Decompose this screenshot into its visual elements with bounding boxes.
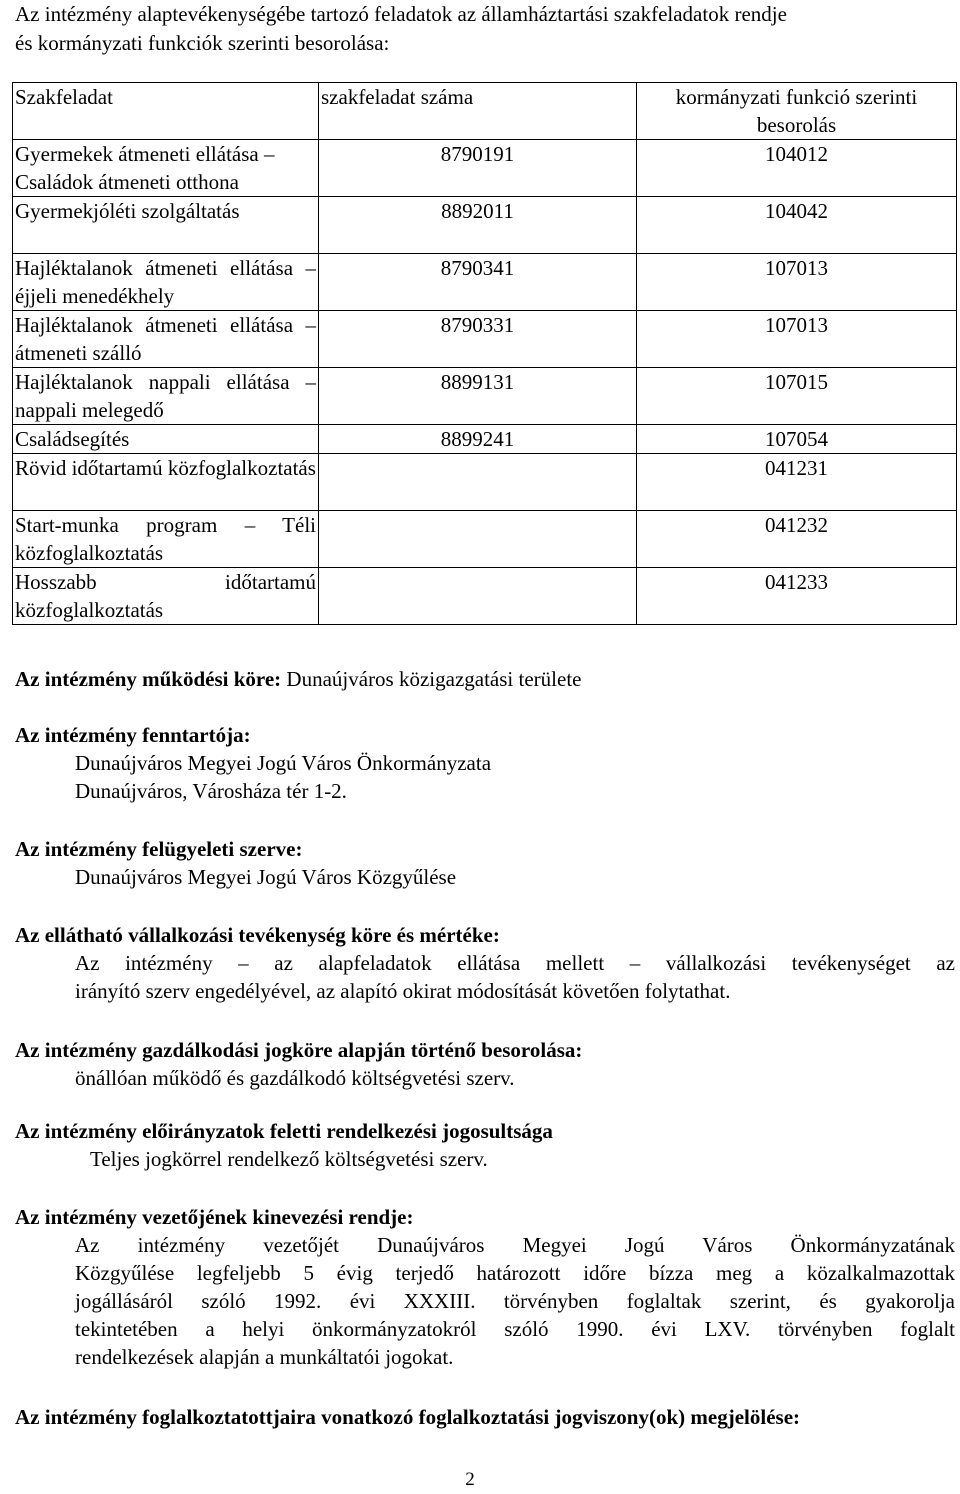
row-func: 104042 [637,197,957,254]
section-label: Az ellátható vállalkozási tevékenység köre és mértéke: [15,923,500,947]
section-line: tekintetében a helyi önkormányzatokról szóló 1990. évi LXV. törvényben foglalt [75,1317,955,1341]
section-felugyeleti-szerv [15,835,955,891]
table-row [13,311,957,368]
section-label: Az intézmény gazdálkodási jogköre alapján történő besorolása: [15,1038,583,1062]
row-name: Gyermekjóléti szolgáltatás [13,197,319,254]
row-name: Hajléktalanok nappali ellátása – nappali melegedő [13,368,319,425]
section-label: Az intézmény felügyeleti szerve: [15,837,303,861]
header-kormanyzati-funkcio: kormányzati funkció szerinti besorolás [637,83,957,140]
row-func: 107013 [637,254,957,311]
row-code [319,568,637,625]
row-name: Hajléktalanok átmeneti ellátása – átmeneti szálló [13,311,319,368]
section-kinevezes [15,1203,955,1371]
row-code: 8899131 [319,368,637,425]
row-code: 8892011 [319,197,637,254]
section-mukodesi-kor [15,665,955,693]
section-line: jogállásáról szóló 1992. évi XXXIII. törvényben foglaltak szerint, és gyakorolja [75,1289,955,1313]
section-fenntarto [15,721,955,805]
section-line: Teljes jogkörrel rendelkező költségvetési szerv. [90,1147,488,1171]
section-eloiranyzat [15,1117,955,1173]
table-row [13,140,957,197]
row-name: Start-munka program – Téli közfoglalkoztatás [13,511,319,568]
section-line: Közgyűlése legfeljebb 5 évig terjedő határozott időre bízza meg a közalkalmazottak [75,1261,955,1285]
section-line: Dunaújváros Megyei Jogú Város Közgyűlése [75,865,457,889]
row-func: 041231 [637,454,957,511]
row-func: 107054 [637,425,957,454]
row-name: Rövid időtartamú közfoglalkoztatás [13,454,319,511]
row-name: Hosszabb időtartamú közfoglalkoztatás [13,568,319,625]
row-name: Hajléktalanok átmeneti ellátása – éjjeli menedékhely [13,254,319,311]
row-name [13,140,319,197]
page-number: 2 [465,1469,475,1490]
row-name: Családsegítés [13,425,319,454]
table-row [13,511,957,568]
row-name-text: Gyermekek átmeneti ellátása – Családok átmeneti otthona [15,142,275,194]
intro-line-1: Az intézmény alaptevékenységébe tartozó feladatok az államháztartási szakfeladatok rendje [15,2,787,26]
table-row [13,197,957,254]
table-row [13,454,957,511]
row-code: 8790191 [319,140,637,197]
row-code: 8790331 [319,311,637,368]
section-line: Az intézmény – az alapfeladatok ellátása mellett – vállalkozási tevékenységet az [75,951,955,975]
row-func: 107015 [637,368,957,425]
intro-line-2: és kormányzati funkciók szerinti besorolása: [15,31,390,55]
classification-table [12,82,957,625]
row-func: 107013 [637,311,957,368]
section-line: önállóan működő és gazdálkodó költségvetési szerv. [75,1066,515,1090]
section-line: irányító szerv engedélyével, az alapító okirat módosítását követően folytathat. [75,979,731,1003]
section-line: Dunaújváros Megyei Jogú Város Önkormányzata [75,751,492,775]
row-func: 041233 [637,568,957,625]
section-foglalkoztatas [15,1403,955,1431]
row-code: 8899241 [319,425,637,454]
table-row [13,368,957,425]
section-vallalkozasi [15,921,955,1005]
section-line: Dunaújváros, Városháza tér 1-2. [75,779,347,803]
row-code: 8790341 [319,254,637,311]
section-label: Az intézmény vezetőjének kinevezési rendje: [15,1205,414,1229]
row-code [319,511,637,568]
section-line: Az intézmény vezetőjét Dunaújváros Megyei Jogú Város Önkormányzatának [75,1233,955,1257]
table-row [13,568,957,625]
section-label: Az intézmény fenntartója: [15,723,251,747]
section-label: Az intézmény működési köre: [15,667,282,691]
row-code [319,454,637,511]
table-row [13,254,957,311]
section-gazdalkodasi [15,1036,955,1092]
row-func: 104012 [637,140,957,197]
header-szakfeladat: Szakfeladat [13,83,319,140]
row-func: 041232 [637,511,957,568]
table-row [13,425,957,454]
section-label: Az intézmény előirányzatok feletti rendelkezési jogosultsága [15,1119,553,1143]
section-text: Dunaújváros közigazgatási területe [281,667,582,691]
header-szakfeladat-szama: szakfeladat száma [319,83,637,140]
table-header-row [13,83,957,140]
section-label: Az intézmény foglalkoztatottjaira vonatkozó foglalkoztatási jogviszony(ok) megjelölése: [15,1405,801,1429]
section-line: rendelkezések alapján a munkáltatói jogokat. [75,1345,454,1369]
